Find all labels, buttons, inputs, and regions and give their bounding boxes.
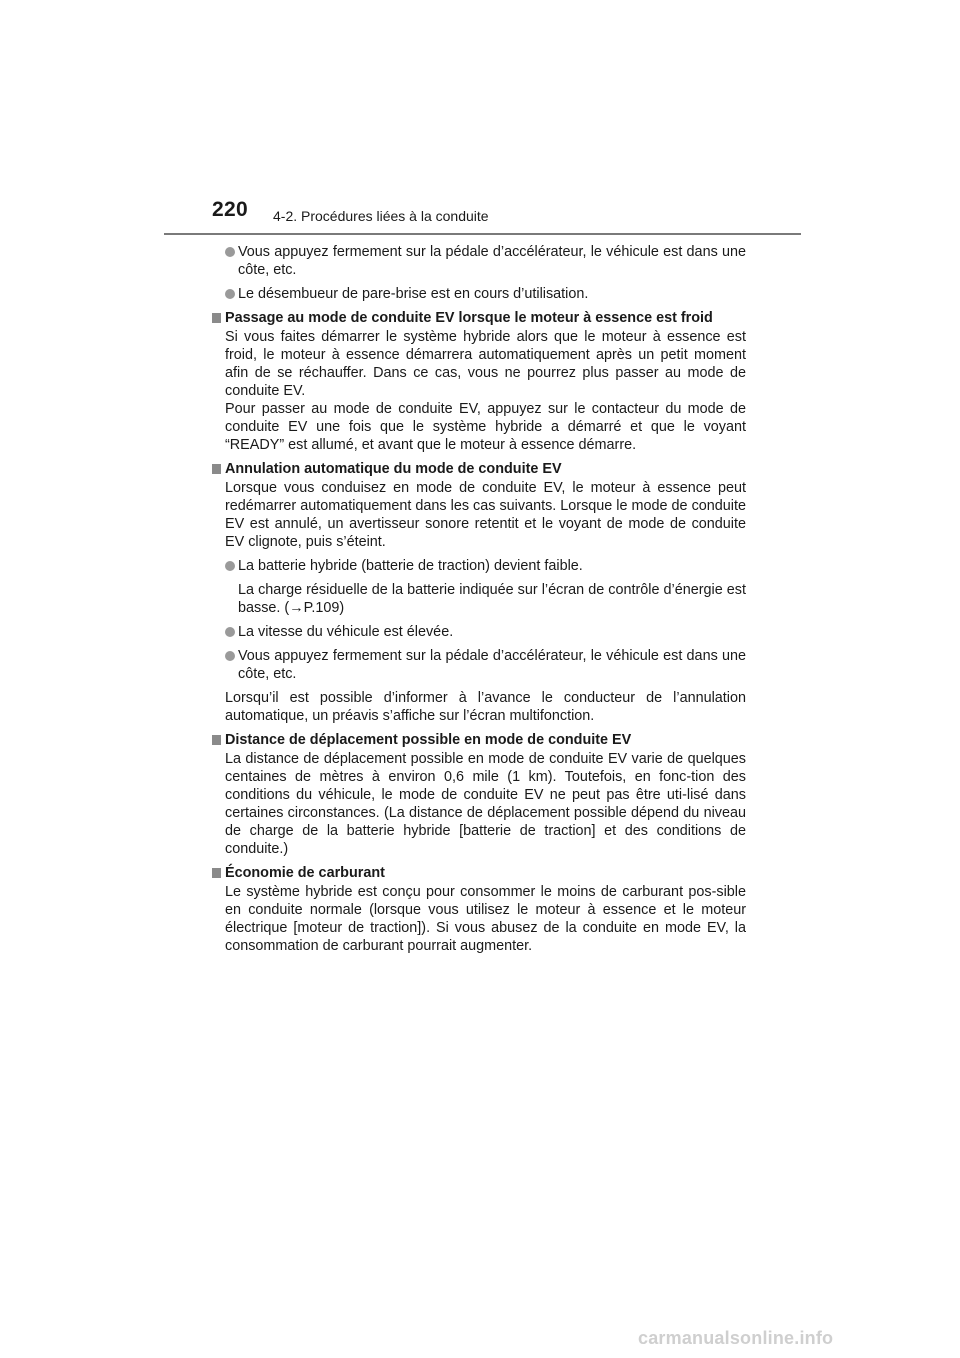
- list-item: [212, 623, 746, 641]
- section-heading: [212, 460, 746, 478]
- paragraph: Le système hybride est conçu pour consommer le moins de carburant pos-sible en conduite normale (lorsque vous utilisez le moteur à essence et le moteur électrique [moteur de traction]). Si vous abusez de la conduite en mode EV, la consommation de carburant pourrait augmenter.: [225, 884, 746, 954]
- section-heading: [212, 864, 746, 882]
- paragraph: Si vous faites démarrer le système hybride alors que le moteur à essence est froid, le moteur à essence démarrera automatiquement après un petit moment afin de se réchauffer. Dans ce cas, vous ne pourrez plus passer au mode de conduite EV.: [225, 329, 746, 399]
- square-bullet-icon: [212, 464, 221, 474]
- section-auto-cancel: [212, 460, 746, 725]
- list-item: [212, 285, 746, 303]
- section-title: 4-2. Procédures liées à la conduite: [273, 208, 489, 224]
- bullet-dot-icon: [225, 561, 235, 571]
- square-bullet-icon: [212, 735, 221, 745]
- section-ev-distance: [212, 731, 746, 858]
- section-heading-text: Annulation automatique du mode de conduite EV: [225, 461, 562, 477]
- page-number: 220: [212, 198, 248, 221]
- bullet-dot-icon: [225, 627, 235, 637]
- bullet-dot-icon: [225, 289, 235, 299]
- bullet-text: Vous appuyez fermement sur la pédale d’accélérateur, le véhicule est dans une côte, etc.: [238, 244, 746, 278]
- page-header: [0, 0, 960, 240]
- section-cold-engine: [212, 309, 746, 454]
- bullet-text: Vous appuyez fermement sur la pédale d’accélérateur, le véhicule est dans une côte, etc.: [238, 648, 746, 682]
- bullet-dot-icon: [225, 651, 235, 661]
- section-heading: [212, 309, 746, 327]
- section-fuel-economy: [212, 864, 746, 955]
- watermark-link[interactable]: carmanualsonline.info: [638, 1328, 834, 1348]
- bullet-text: La batterie hybride (batterie de traction) devient faible.: [238, 558, 583, 574]
- bullet-subtext: La charge résiduelle de la batterie indiquée sur l’écran de contrôle d’énergie est basse. (→P.109): [238, 582, 746, 616]
- section-heading-text: Passage au mode de conduite EV lorsque le moteur à essence est froid: [225, 310, 713, 326]
- square-bullet-icon: [212, 868, 221, 878]
- paragraph: Lorsque vous conduisez en mode de conduite EV, le moteur à essence peut redémarrer automatiquement dans les cas suivants. Lorsque le mode de conduite EV est annulé, un avertisseur sonore retentit et le voyant de mode de conduite EV clignote, puis s’éteint.: [225, 480, 746, 550]
- bullet-dot-icon: [225, 247, 235, 257]
- bullet-text: Le désembueur de pare-brise est en cours d’utilisation.: [238, 286, 589, 302]
- section-heading-text: Distance de déplacement possible en mode de conduite EV: [225, 732, 632, 748]
- square-bullet-icon: [212, 313, 221, 323]
- bullet-text: La vitesse du véhicule est élevée.: [238, 624, 454, 640]
- paragraph: Pour passer au mode de conduite EV, appuyez sur le contacteur du mode de conduite EV une fois que le système hybride a démarré et que le voyant “READY” est allumé, et avant que le moteur à essence démarre.: [225, 401, 746, 453]
- list-item: [212, 647, 746, 683]
- page-content: [212, 243, 746, 961]
- paragraph: Lorsqu’il est possible d’informer à l’avance le conducteur de l’annulation automatique, un préavis s’affiche sur l’écran multifonction.: [225, 690, 746, 724]
- header-divider: [164, 233, 801, 235]
- list-item: [212, 557, 746, 617]
- section-heading: [212, 731, 746, 749]
- list-item: [212, 243, 746, 279]
- section-heading-text: Économie de carburant: [225, 865, 385, 881]
- paragraph: La distance de déplacement possible en mode de conduite EV varie de quelques centaines de mètres à environ 0,6 mile (1 km). Toutefois, en fonc-tion des conditions du véhicule, le mode de conduite EV ne peut pas être uti-lisé dans certaines circonstances. (La distance de déplacement possible dépend du niveau de charge de la batterie hybride [batterie de traction] et des conditions de conduite.): [225, 751, 746, 857]
